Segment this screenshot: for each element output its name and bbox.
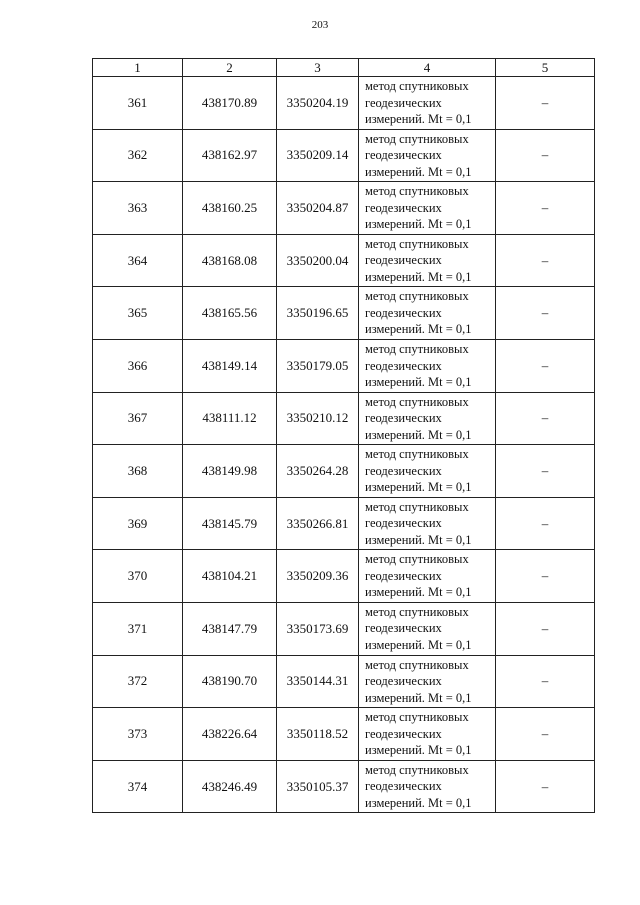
note-cell: – xyxy=(496,234,595,287)
method-cell: метод спутниковых геодезических измерений. Mt = 0,1 xyxy=(359,77,496,130)
y-coordinate-cell: 3350173.69 xyxy=(277,602,359,655)
table-row xyxy=(93,550,595,603)
table-row xyxy=(93,77,595,130)
point-number-cell: 367 xyxy=(93,392,183,445)
method-cell: метод спутниковых геодезических измерений. Mt = 0,1 xyxy=(359,708,496,761)
table-row xyxy=(93,445,595,498)
table-row xyxy=(93,392,595,445)
method-cell: метод спутниковых геодезических измерений. Mt = 0,1 xyxy=(359,655,496,708)
column-header-4: 4 xyxy=(359,59,496,77)
x-coordinate-cell: 438160.25 xyxy=(183,182,277,235)
column-header-3: 3 xyxy=(277,59,359,77)
method-cell: метод спутниковых геодезических измерений. Mt = 0,1 xyxy=(359,234,496,287)
x-coordinate-cell: 438149.98 xyxy=(183,445,277,498)
point-number-cell: 370 xyxy=(93,550,183,603)
note-cell: – xyxy=(496,655,595,708)
y-coordinate-cell: 3350266.81 xyxy=(277,497,359,550)
y-coordinate-cell: 3350105.37 xyxy=(277,760,359,813)
point-number-cell: 363 xyxy=(93,182,183,235)
y-coordinate-cell: 3350204.87 xyxy=(277,182,359,235)
method-cell: метод спутниковых геодезических измерений. Mt = 0,1 xyxy=(359,602,496,655)
method-cell: метод спутниковых геодезических измерений. Mt = 0,1 xyxy=(359,182,496,235)
x-coordinate-cell: 438246.49 xyxy=(183,760,277,813)
y-coordinate-cell: 3350144.31 xyxy=(277,655,359,708)
x-coordinate-cell: 438149.14 xyxy=(183,339,277,392)
note-cell: – xyxy=(496,550,595,603)
x-coordinate-cell: 438162.97 xyxy=(183,129,277,182)
y-coordinate-cell: 3350118.52 xyxy=(277,708,359,761)
x-coordinate-cell: 438111.12 xyxy=(183,392,277,445)
point-number-cell: 371 xyxy=(93,602,183,655)
note-cell: – xyxy=(496,77,595,130)
table-body xyxy=(93,77,595,813)
note-cell: – xyxy=(496,497,595,550)
page-number: 203 xyxy=(311,19,329,31)
point-number-cell: 368 xyxy=(93,445,183,498)
table-row xyxy=(93,708,595,761)
note-cell: – xyxy=(496,287,595,340)
x-coordinate-cell: 438168.08 xyxy=(183,234,277,287)
x-coordinate-cell: 438147.79 xyxy=(183,602,277,655)
method-cell: метод спутниковых геодезических измерений. Mt = 0,1 xyxy=(359,497,496,550)
point-number-cell: 361 xyxy=(93,77,183,130)
header-row xyxy=(93,59,595,77)
point-number-cell: 374 xyxy=(93,760,183,813)
y-coordinate-cell: 3350196.65 xyxy=(277,287,359,340)
note-cell: – xyxy=(496,392,595,445)
column-header-1: 1 xyxy=(93,59,183,77)
y-coordinate-cell: 3350179.05 xyxy=(277,339,359,392)
x-coordinate-cell: 438170.89 xyxy=(183,77,277,130)
table-row xyxy=(93,602,595,655)
note-cell: – xyxy=(496,339,595,392)
method-cell: метод спутниковых геодезических измерений. Mt = 0,1 xyxy=(359,760,496,813)
point-number-cell: 369 xyxy=(93,497,183,550)
note-cell: – xyxy=(496,760,595,813)
point-number-cell: 373 xyxy=(93,708,183,761)
note-cell: – xyxy=(496,602,595,655)
x-coordinate-cell: 438145.79 xyxy=(183,497,277,550)
method-cell: метод спутниковых геодезических измерений. Mt = 0,1 xyxy=(359,287,496,340)
x-coordinate-cell: 438226.64 xyxy=(183,708,277,761)
method-cell: метод спутниковых геодезических измерений. Mt = 0,1 xyxy=(359,392,496,445)
column-header-2: 2 xyxy=(183,59,277,77)
table-row xyxy=(93,339,595,392)
note-cell: – xyxy=(496,708,595,761)
point-number-cell: 365 xyxy=(93,287,183,340)
table-row xyxy=(93,129,595,182)
table-row xyxy=(93,760,595,813)
table-row xyxy=(93,234,595,287)
note-cell: – xyxy=(496,445,595,498)
point-number-cell: 364 xyxy=(93,234,183,287)
table-row xyxy=(93,287,595,340)
table-row xyxy=(93,497,595,550)
method-cell: метод спутниковых геодезических измерений. Mt = 0,1 xyxy=(359,339,496,392)
y-coordinate-cell: 3350200.04 xyxy=(277,234,359,287)
table-header xyxy=(93,59,595,77)
y-coordinate-cell: 3350264.28 xyxy=(277,445,359,498)
y-coordinate-cell: 3350210.12 xyxy=(277,392,359,445)
table-row xyxy=(93,655,595,708)
y-coordinate-cell: 3350209.36 xyxy=(277,550,359,603)
table-row xyxy=(93,182,595,235)
point-number-cell: 362 xyxy=(93,129,183,182)
method-cell: метод спутниковых геодезических измерений. Mt = 0,1 xyxy=(359,445,496,498)
note-cell: – xyxy=(496,129,595,182)
point-number-cell: 372 xyxy=(93,655,183,708)
x-coordinate-cell: 438165.56 xyxy=(183,287,277,340)
coordinates-table xyxy=(92,58,595,813)
column-header-5: 5 xyxy=(496,59,595,77)
y-coordinate-cell: 3350209.14 xyxy=(277,129,359,182)
note-cell: – xyxy=(496,182,595,235)
method-cell: метод спутниковых геодезических измерений. Mt = 0,1 xyxy=(359,550,496,603)
x-coordinate-cell: 438104.21 xyxy=(183,550,277,603)
x-coordinate-cell: 438190.70 xyxy=(183,655,277,708)
point-number-cell: 366 xyxy=(93,339,183,392)
y-coordinate-cell: 3350204.19 xyxy=(277,77,359,130)
method-cell: метод спутниковых геодезических измерений. Mt = 0,1 xyxy=(359,129,496,182)
